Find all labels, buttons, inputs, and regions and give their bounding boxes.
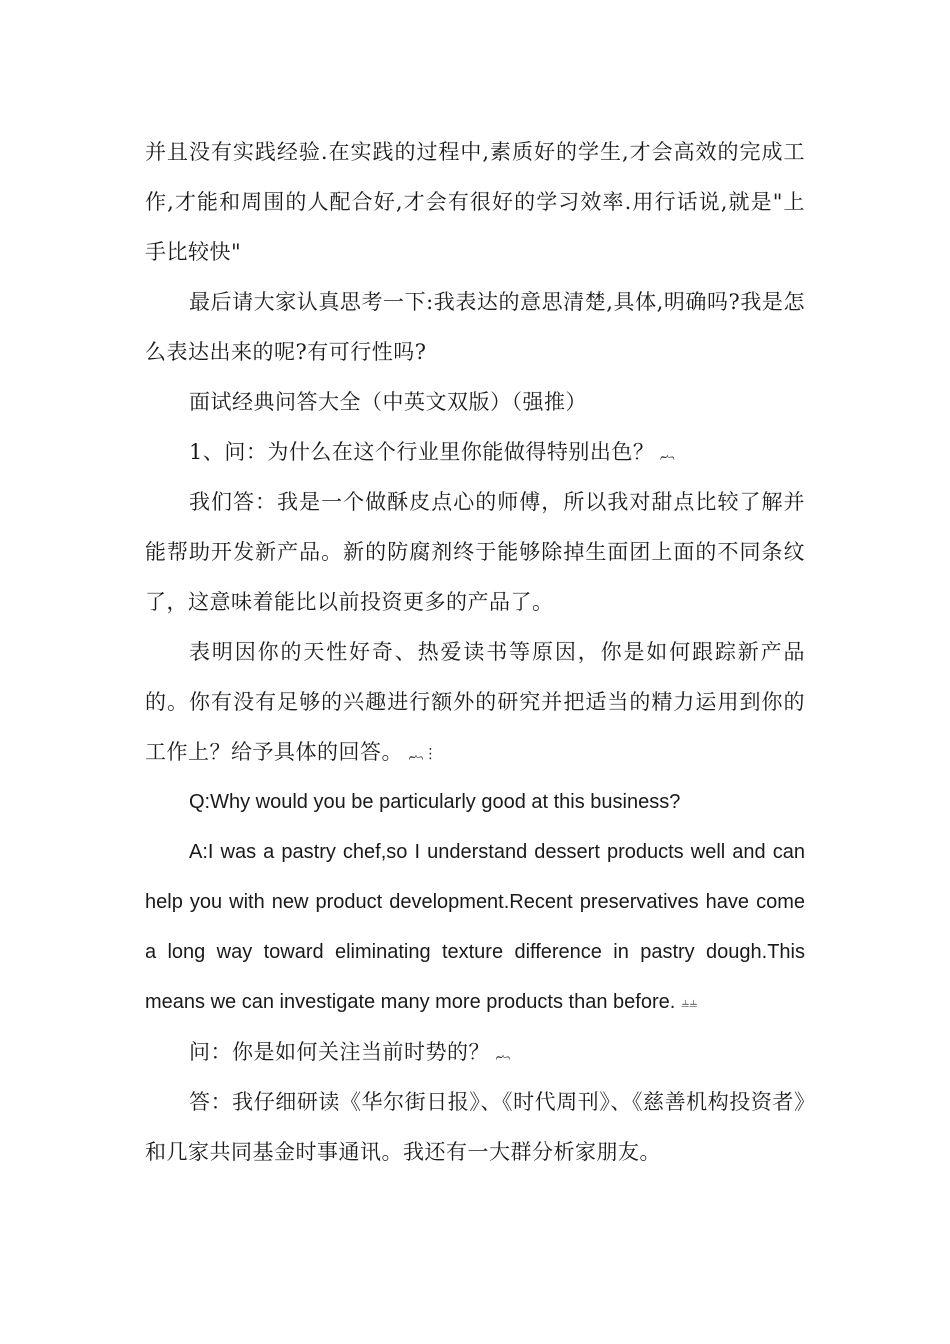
paragraph-text: 我们答：我是一个做酥皮点心的师傅，所以我对甜点比较了解并能帮助开发新产品。新的防腐剂终于能够除掉生面团上面的不同条纹了，这意味着能比以前投资更多的产品了。 bbox=[145, 490, 805, 614]
answer-2-cn bbox=[145, 1077, 805, 1177]
paragraph-reflection bbox=[145, 277, 805, 377]
question-2-cn bbox=[145, 1027, 805, 1077]
paragraph-text: 表明因你的天性好奇、热爱读书等原因，你是如何跟踪新产品的。你有没有足够的兴趣进行额外的研究并把适当的精力运用到你的工作上？给予具体的回答。 bbox=[145, 640, 805, 764]
paragraph-text: 并且没有实践经验.在实践的过程中,素质好的学生,才会高效的完成工作,才能和周围的人配合好,才会有很好的学习效率.用行话说,就是"上手比较快" bbox=[145, 140, 805, 264]
question-1-cn bbox=[145, 427, 805, 477]
question-1-en bbox=[145, 777, 805, 827]
anchor-mark-icon: ︷ bbox=[660, 445, 675, 462]
document-page bbox=[145, 127, 805, 1177]
anchor-mark-icon: ︷ bbox=[496, 1045, 511, 1062]
paragraph-text: 答：我仔细研读《华尔街日报》、《时代周刊》、《慈善机构投资者》和几家共同基金时事通讯。我还有一大群分析家朋友。 bbox=[145, 1090, 805, 1164]
answer-1-tip bbox=[145, 627, 805, 777]
answer-1-cn bbox=[145, 477, 805, 627]
paragraph-experience bbox=[145, 127, 805, 277]
paragraph-text: 问：你是如何关注当前时势的？ bbox=[189, 1040, 490, 1064]
anchor-mark-icon: ︷⋮ bbox=[409, 745, 438, 762]
anchor-mark-icon: ⫨⫨ bbox=[681, 994, 698, 1011]
paragraph-text: 1、问：为什么在这个行业里你能做得特别出色？ bbox=[189, 440, 655, 464]
paragraph-text: A:I was a pastry chef,so I understand dessert products well and can help you with new product development.Recent preservatives have come a long way toward eliminating texture difference in pastry dough.This means we can investigate many more products than before. bbox=[145, 841, 805, 1013]
section-title bbox=[145, 377, 805, 427]
paragraph-text: Q:Why would you be particularly good at this business? bbox=[189, 791, 681, 813]
section-title-text: 面试经典问答大全（中英文双版）（强推） bbox=[189, 390, 587, 414]
paragraph-text: 最后请大家认真思考一下:我表达的意思清楚,具体,明确吗?我是怎么表达出来的呢?有可行性吗? bbox=[145, 290, 805, 364]
answer-1-en bbox=[145, 827, 805, 1027]
